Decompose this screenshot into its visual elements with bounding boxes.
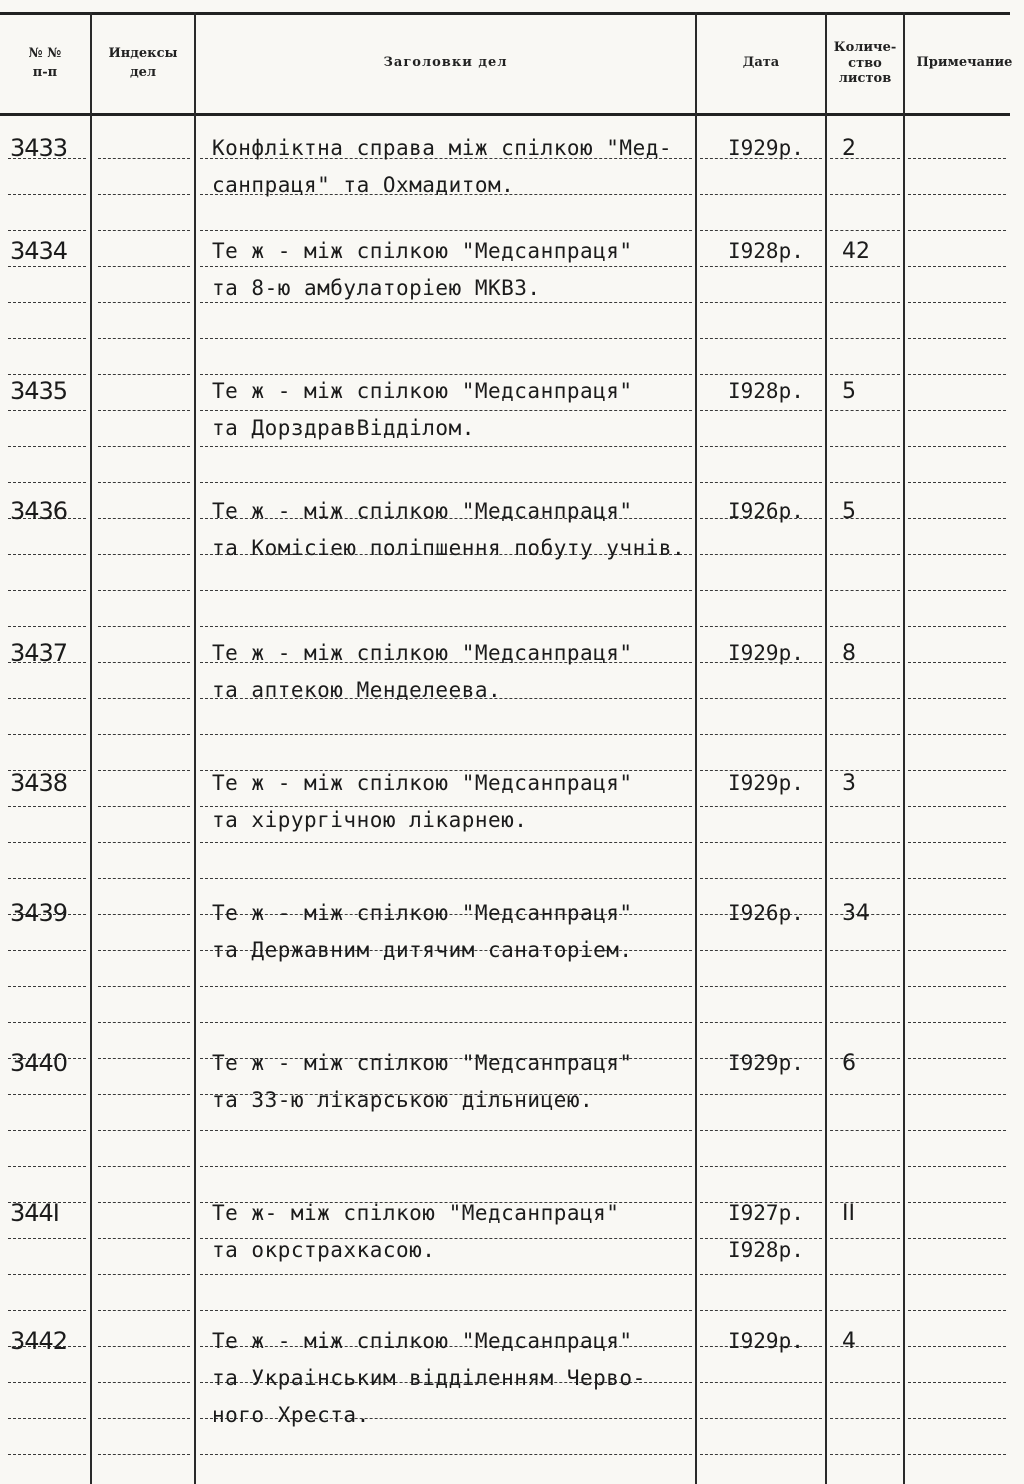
ruled-line bbox=[700, 626, 822, 627]
record-date: I929р. bbox=[728, 136, 804, 160]
record-title-line: Те ж - мiж спiлкою "Медсанпраця" bbox=[212, 1329, 633, 1353]
ruled-line bbox=[700, 1022, 822, 1023]
record-sheet-count: 42 bbox=[842, 239, 870, 264]
ruled-line bbox=[8, 374, 86, 375]
ruled-line bbox=[908, 806, 1006, 807]
ruled-line bbox=[700, 590, 822, 591]
ruled-line bbox=[700, 1166, 822, 1167]
ruled-line bbox=[98, 806, 190, 807]
ruled-line bbox=[700, 1382, 822, 1383]
ruled-line bbox=[830, 1310, 900, 1311]
ruled-line bbox=[200, 1454, 692, 1455]
ruled-line bbox=[98, 878, 190, 879]
ruled-line bbox=[200, 338, 692, 339]
ruled-line bbox=[700, 878, 822, 879]
ruled-line bbox=[830, 1454, 900, 1455]
ruled-line bbox=[908, 1202, 1006, 1203]
record-title-line: та аптекою Менделеева. bbox=[212, 678, 502, 702]
ruled-line bbox=[830, 1022, 900, 1023]
ruled-line bbox=[700, 194, 822, 195]
record-date: I928р. bbox=[728, 1238, 804, 1262]
ruled-line bbox=[700, 266, 822, 267]
record-number: 3439 bbox=[10, 899, 68, 927]
record-number: 3436 bbox=[10, 497, 68, 525]
ruled-line bbox=[98, 518, 190, 519]
record-title-line: Те ж - мiж спiлкою "Медсанпраця" bbox=[212, 641, 633, 665]
ruled-line bbox=[98, 662, 190, 663]
header-bottom-border bbox=[0, 113, 1010, 116]
record-sheet-count: II bbox=[842, 1201, 855, 1226]
ruled-line bbox=[908, 374, 1006, 375]
record-title-line: Те ж - мiж спiлкою "Медсанпраця" bbox=[212, 379, 633, 403]
ruled-line bbox=[98, 338, 190, 339]
ruled-line bbox=[98, 1166, 190, 1167]
ruled-line bbox=[908, 626, 1006, 627]
ruled-line bbox=[98, 950, 190, 951]
column-divider bbox=[695, 12, 697, 1484]
ruled-line bbox=[830, 1130, 900, 1131]
ruled-line bbox=[8, 1022, 86, 1023]
ruled-line bbox=[908, 230, 1006, 231]
ruled-line bbox=[908, 842, 1006, 843]
header-title: Заголовки дел bbox=[383, 55, 508, 71]
ruled-line bbox=[98, 1202, 190, 1203]
ruled-line bbox=[8, 1130, 86, 1131]
ruled-line bbox=[8, 698, 86, 699]
ruled-line bbox=[908, 482, 1006, 483]
record-title-line: Те ж - мiж спiлкою "Медсанпраця" bbox=[212, 1051, 633, 1075]
ruled-line bbox=[98, 482, 190, 483]
ruled-line bbox=[200, 806, 692, 807]
record-number: 3434 bbox=[10, 237, 68, 265]
ruled-line bbox=[908, 302, 1006, 303]
ruled-line bbox=[200, 266, 692, 267]
ruled-line bbox=[830, 194, 900, 195]
record-title-line: ного Хреста. bbox=[212, 1403, 370, 1427]
ruled-line bbox=[8, 554, 86, 555]
ruled-line bbox=[830, 1274, 900, 1275]
ruled-line bbox=[700, 302, 822, 303]
ruled-line bbox=[908, 1130, 1006, 1131]
ruled-line bbox=[700, 374, 822, 375]
record-sheet-count: 34 bbox=[842, 901, 870, 926]
ruled-line bbox=[830, 698, 900, 699]
ruled-line bbox=[200, 302, 692, 303]
ruled-line bbox=[98, 1454, 190, 1455]
ruled-line bbox=[908, 554, 1006, 555]
ruled-line bbox=[830, 1382, 900, 1383]
ruled-line bbox=[830, 626, 900, 627]
header-index-line-1: Индексы bbox=[108, 45, 178, 61]
header-sheets-line-2: ство bbox=[848, 55, 882, 71]
ruled-line bbox=[8, 950, 86, 951]
ruled-line bbox=[8, 446, 86, 447]
ruled-line bbox=[8, 302, 86, 303]
ruled-line bbox=[830, 590, 900, 591]
ruled-line bbox=[700, 338, 822, 339]
header-number-line-1: № № bbox=[28, 45, 62, 61]
ruled-line bbox=[98, 266, 190, 267]
ruled-line bbox=[8, 878, 86, 879]
ruled-line bbox=[98, 914, 190, 915]
ruled-line bbox=[830, 1202, 900, 1203]
ruled-line bbox=[830, 338, 900, 339]
record-number: 344I bbox=[10, 1199, 59, 1227]
ruled-line bbox=[830, 734, 900, 735]
ruled-line bbox=[830, 1238, 900, 1239]
ruled-line bbox=[8, 986, 86, 987]
ruled-line bbox=[200, 1274, 692, 1275]
ruled-line bbox=[700, 482, 822, 483]
record-title-line: та ДорздравВiддiлом. bbox=[212, 416, 475, 440]
record-title-line: та 8-ю амбулаторiею МКВЗ. bbox=[212, 276, 541, 300]
ruled-line bbox=[98, 1094, 190, 1095]
ruled-line bbox=[98, 734, 190, 735]
record-title-line: та хiрургiчною лiкарнею. bbox=[212, 808, 528, 832]
record-sheet-count: 3 bbox=[842, 771, 856, 796]
ruled-line bbox=[8, 482, 86, 483]
record-title-line: та 33-ю лiкарською дiльницею. bbox=[212, 1088, 594, 1112]
ruled-line bbox=[830, 518, 900, 519]
ruled-line bbox=[830, 842, 900, 843]
ruled-line bbox=[8, 806, 86, 807]
ruled-line bbox=[700, 410, 822, 411]
record-sheet-count: 6 bbox=[842, 1051, 856, 1076]
record-date: I926р. bbox=[728, 499, 804, 523]
record-title-line: Те ж - мiж спiлкою "Медсанпраця" bbox=[212, 771, 633, 795]
ruled-line bbox=[98, 1418, 190, 1419]
ruled-line bbox=[908, 1238, 1006, 1239]
ruled-line bbox=[908, 1310, 1006, 1311]
ruled-line bbox=[98, 1346, 190, 1347]
record-date: I928р. bbox=[728, 379, 804, 403]
column-divider bbox=[825, 12, 827, 1484]
ruled-line bbox=[908, 1058, 1006, 1059]
ruled-line bbox=[8, 842, 86, 843]
ruled-line bbox=[8, 1274, 86, 1275]
ruled-line bbox=[200, 410, 692, 411]
ruled-line bbox=[700, 230, 822, 231]
record-number: 3440 bbox=[10, 1049, 68, 1077]
header-index-line-2: дел bbox=[129, 64, 157, 80]
ruled-line bbox=[908, 698, 1006, 699]
ruled-line bbox=[98, 446, 190, 447]
ruled-line bbox=[8, 626, 86, 627]
ruled-line bbox=[830, 1418, 900, 1419]
record-title-line: та Державним дитячим санаторiем. bbox=[212, 938, 633, 962]
ruled-line bbox=[908, 770, 1006, 771]
ruled-line bbox=[700, 734, 822, 735]
ruled-line bbox=[908, 590, 1006, 591]
ruled-line bbox=[8, 1382, 86, 1383]
ruled-line bbox=[8, 410, 86, 411]
record-title-line: Те ж - мiж спiлкою "Медсанпраця" bbox=[212, 239, 633, 263]
header-sheets bbox=[827, 14, 903, 113]
ruled-line bbox=[908, 1418, 1006, 1419]
ruled-line bbox=[8, 1310, 86, 1311]
ruled-line bbox=[700, 950, 822, 951]
ruled-line bbox=[908, 338, 1006, 339]
ruled-line bbox=[200, 1166, 692, 1167]
record-number: 3433 bbox=[10, 134, 68, 162]
column-divider bbox=[194, 12, 196, 1484]
ruled-line bbox=[830, 1094, 900, 1095]
ruled-line bbox=[908, 1094, 1006, 1095]
record-date: I929р. bbox=[728, 1051, 804, 1075]
record-date: I929р. bbox=[728, 641, 804, 665]
ruled-line bbox=[830, 230, 900, 231]
record-title-line: санпраця" та Охмадитом. bbox=[212, 173, 515, 197]
ruled-line bbox=[98, 302, 190, 303]
column-divider bbox=[90, 12, 92, 1484]
ruled-line bbox=[200, 986, 692, 987]
ruled-line bbox=[700, 554, 822, 555]
ruled-line bbox=[8, 266, 86, 267]
ruled-line bbox=[200, 878, 692, 879]
ruled-line bbox=[200, 1310, 692, 1311]
record-date: I929р. bbox=[728, 1329, 804, 1353]
ruled-line bbox=[830, 446, 900, 447]
ruled-line bbox=[98, 590, 190, 591]
ruled-line bbox=[700, 842, 822, 843]
ruled-line bbox=[908, 986, 1006, 987]
ruled-line bbox=[98, 194, 190, 195]
ruled-line bbox=[908, 1454, 1006, 1455]
ruled-line bbox=[98, 554, 190, 555]
ruled-line bbox=[8, 338, 86, 339]
ruled-line bbox=[200, 734, 692, 735]
ruled-line bbox=[8, 1454, 86, 1455]
ruled-line bbox=[908, 878, 1006, 879]
ruled-line bbox=[98, 698, 190, 699]
ruled-line bbox=[908, 914, 1006, 915]
ruled-line bbox=[700, 1274, 822, 1275]
ruled-line bbox=[908, 446, 1006, 447]
ruled-line bbox=[8, 1094, 86, 1095]
ruled-line bbox=[8, 1238, 86, 1239]
ruled-line bbox=[98, 842, 190, 843]
ruled-line bbox=[908, 1382, 1006, 1383]
ruled-line bbox=[700, 446, 822, 447]
ruled-line bbox=[98, 770, 190, 771]
ruled-line bbox=[98, 986, 190, 987]
record-sheet-count: 5 bbox=[842, 499, 856, 524]
ruled-line bbox=[830, 950, 900, 951]
ruled-line bbox=[200, 842, 692, 843]
ruled-line bbox=[908, 518, 1006, 519]
ruled-line bbox=[830, 266, 900, 267]
header-note: Примечание bbox=[916, 55, 1013, 71]
header-number bbox=[0, 14, 90, 113]
ruled-line bbox=[908, 266, 1006, 267]
ruled-line bbox=[200, 446, 692, 447]
ruled-line bbox=[98, 1130, 190, 1131]
record-title-line: та окрстрахкасою. bbox=[212, 1238, 436, 1262]
ruled-line bbox=[200, 1130, 692, 1131]
ruled-line bbox=[908, 950, 1006, 951]
ruled-line bbox=[98, 1058, 190, 1059]
ruled-line bbox=[8, 734, 86, 735]
ruled-line bbox=[8, 1166, 86, 1167]
ruled-line bbox=[98, 230, 190, 231]
ruled-line bbox=[908, 1346, 1006, 1347]
record-sheet-count: 5 bbox=[842, 379, 856, 404]
record-date: I926р. bbox=[728, 901, 804, 925]
ruled-line bbox=[98, 410, 190, 411]
ruled-line bbox=[830, 770, 900, 771]
ruled-line bbox=[700, 1418, 822, 1419]
ruled-line bbox=[98, 1274, 190, 1275]
record-date: I928р. bbox=[728, 239, 804, 263]
ruled-line bbox=[908, 662, 1006, 663]
ruled-line bbox=[830, 554, 900, 555]
ruled-line bbox=[830, 806, 900, 807]
ruled-line bbox=[830, 482, 900, 483]
ruled-line bbox=[700, 1310, 822, 1311]
ruled-line bbox=[700, 1130, 822, 1131]
record-title-line: Те ж- мiж спiлкою "Медсанпраця" bbox=[212, 1201, 620, 1225]
ruled-line bbox=[200, 626, 692, 627]
ruled-line bbox=[98, 1238, 190, 1239]
record-sheet-count: 8 bbox=[842, 641, 856, 666]
record-sheet-count: 2 bbox=[842, 136, 856, 161]
header-date: Дата bbox=[742, 55, 780, 71]
ruled-line bbox=[200, 482, 692, 483]
ruled-line bbox=[200, 590, 692, 591]
column-divider bbox=[903, 12, 905, 1484]
ruled-line bbox=[98, 626, 190, 627]
ruled-line bbox=[830, 662, 900, 663]
ruled-line bbox=[98, 1310, 190, 1311]
ruled-line bbox=[908, 410, 1006, 411]
ruled-line bbox=[700, 1094, 822, 1095]
header-sheets-line-1: Количе- bbox=[833, 40, 897, 56]
ruled-line bbox=[830, 158, 900, 159]
record-title-line: та Украiнським вiддiленням Черво- bbox=[212, 1366, 646, 1390]
ruled-line bbox=[830, 986, 900, 987]
ruled-line bbox=[830, 410, 900, 411]
record-date: I927р. bbox=[728, 1201, 804, 1225]
ruled-line bbox=[908, 194, 1006, 195]
ruled-line bbox=[98, 1382, 190, 1383]
record-title-line: та Комiсiею полiпшення побуту учнiв. bbox=[212, 536, 686, 560]
ruled-line bbox=[908, 734, 1006, 735]
ruled-line bbox=[200, 1022, 692, 1023]
record-title-line: Конфлiктна справа мiж спiлкою "Мед- bbox=[212, 136, 673, 160]
ruled-line bbox=[8, 230, 86, 231]
ruled-line bbox=[830, 1166, 900, 1167]
record-number: 3438 bbox=[10, 769, 68, 797]
ruled-line bbox=[908, 1022, 1006, 1023]
record-number: 3437 bbox=[10, 639, 68, 667]
record-number: 3442 bbox=[10, 1327, 68, 1355]
ruled-line bbox=[908, 1166, 1006, 1167]
ruled-line bbox=[830, 374, 900, 375]
ruled-line bbox=[8, 1418, 86, 1419]
ruled-line bbox=[98, 374, 190, 375]
ruled-line bbox=[830, 1058, 900, 1059]
header-number-line-2: п-п bbox=[32, 64, 58, 80]
record-title-line: Те ж - мiж спiлкою "Медсанпраця" bbox=[212, 499, 633, 523]
ruled-line bbox=[200, 230, 692, 231]
ruled-line bbox=[700, 806, 822, 807]
ruled-line bbox=[200, 374, 692, 375]
ruled-line bbox=[908, 158, 1006, 159]
ruled-line bbox=[98, 158, 190, 159]
ruled-line bbox=[98, 1022, 190, 1023]
record-number: 3435 bbox=[10, 377, 68, 405]
ruled-line bbox=[830, 1346, 900, 1347]
ruled-line bbox=[8, 194, 86, 195]
record-title-line: Те ж - мiж спiлкою "Медсанпраця" bbox=[212, 901, 633, 925]
ruled-line bbox=[700, 1454, 822, 1455]
ruled-line bbox=[700, 698, 822, 699]
record-sheet-count: 4 bbox=[842, 1329, 856, 1354]
ruled-line bbox=[830, 878, 900, 879]
header-sheets-line-3: листов bbox=[838, 71, 892, 87]
record-date: I929р. bbox=[728, 771, 804, 795]
ruled-line bbox=[700, 986, 822, 987]
ruled-line bbox=[908, 1274, 1006, 1275]
ruled-line bbox=[830, 302, 900, 303]
ruled-line bbox=[8, 590, 86, 591]
header-index bbox=[92, 14, 194, 113]
